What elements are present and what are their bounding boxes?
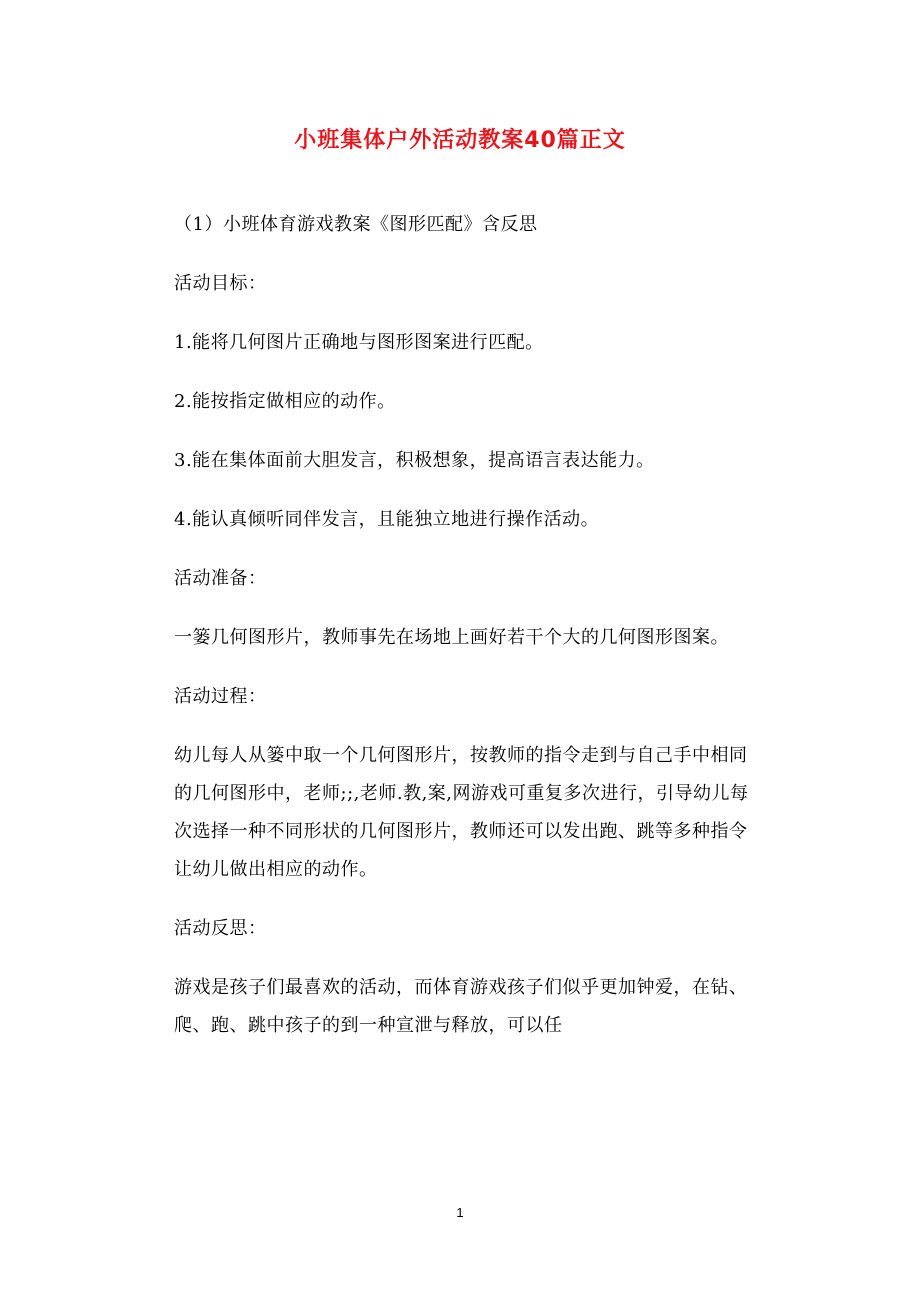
section-heading-graphic-matching: （1）小班体育游戏教案《图形匹配》含反思 <box>174 214 538 235</box>
document-body <box>174 206 754 1066</box>
activity-preparation-heading: 活动准备： <box>174 568 267 589</box>
reflection-text: 游戏是孩子们最喜欢的活动，而体育游戏孩子们似乎更加钟爱，在钻、爬、跑、跳中孩子的到一种宣泄与释放，可以任 <box>174 977 748 1036</box>
activity-reflection-heading: 活动反思： <box>174 918 267 939</box>
goal-item-4: 4.能认真倾听同伴发言，且能独立地进行操作活动。 <box>174 509 600 530</box>
process-text: 幼儿每人从篓中取一个几何图形片，按教师的指令走到与自己手中相同的几何图形中，老师;;,老师.教,案,网游戏可重复多次进行，引导幼儿每次选择一种不同形状的几何图形片，教师还可以发出跑、跳等多种指令让幼儿做出相应的动作。 <box>174 745 749 880</box>
page-number: 1 <box>456 1205 464 1220</box>
activity-goals-heading: 活动目标： <box>174 273 267 294</box>
preparation-text: 一篓几何图形片，教师事先在场地上画好若干个大的几何图形图案。 <box>174 627 729 648</box>
goal-item-1: 1.能将几何图片正确地与图形图案进行匹配。 <box>174 332 544 353</box>
activity-process-heading: 活动过程： <box>174 686 267 707</box>
goal-item-2: 2.能按指定做相应的动作。 <box>174 391 396 412</box>
document-title: 小班集体户外活动教案40篇正文 <box>294 128 626 153</box>
goal-item-3: 3.能在集体面前大胆发言，积极想象，提高语言表达能力。 <box>174 450 655 471</box>
